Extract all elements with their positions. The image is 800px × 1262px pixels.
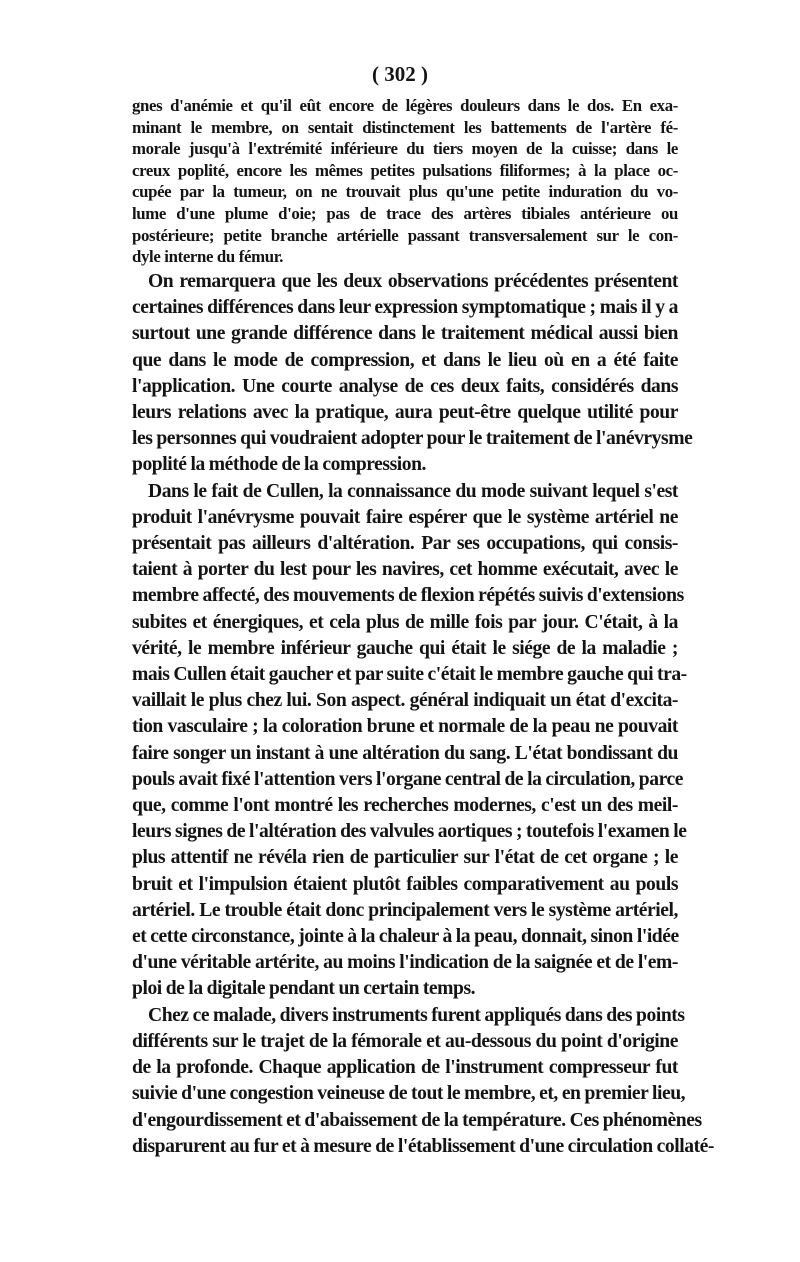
text-line: bruit et l'impulsion étaient plutôt faibles comparativement au pouls [132,873,678,895]
text-line: et cette circonstance, jointe à la chaleur à la peau, donnait, sinon l'idée [132,926,679,948]
text-line: poplité la méthode de la compression. [132,454,426,476]
text-line: présentait pas ailleurs d'altération. Par ses occupations, qui consis- [132,533,678,555]
text-line: dyle interne du fémur. [132,247,284,267]
body-text [132,269,714,1160]
paragraph-cullen [132,479,687,1003]
text-line: suivie d'une congestion veineuse de tout le membre, et, en premier lieu, [132,1083,686,1105]
text-line: postérieure; petite branche artérielle passant transversalement sur le con- [132,225,678,245]
text-line: gnes d'anémie et qu'il eût encore de légères douleurs dans le dos. En exa- [132,96,678,115]
text-line: leurs relations avec la pratique, aura peut-être quelque utilité pour [132,402,678,424]
text-line: tion vasculaire ; la coloration brune et normale de la peau ne pouvait [132,716,678,738]
text-line: produit l'anévrysme pouvait faire espérer que le système artériel ne [132,506,678,528]
text-line: ploi de la digitale pendant un certain temps. [132,978,476,1000]
text-line: cupée par la tumeur, on ne trouvait plus qu'une petite induration du vo- [132,182,678,202]
text-line: pouls avait fixé l'attention vers l'organe central de la circulation, parce [132,768,683,790]
text-line: différents sur le trajet de la fémorale et au-dessous du point d'origine [132,1030,678,1052]
text-line: d'engourdissement et d'abaissement de la température. Ces phénomènes [132,1109,702,1131]
text-line: Dans le fait de Cullen, la connaissance du mode suivant lequel s'est [148,480,678,502]
text-line: lume d'une plume d'oie; pas de trace des artères tibiales antérieure ou [132,203,678,223]
text-line: subites et énergiques, et cela plus de mille fois par jour. C'était, à la [132,611,678,633]
text-line: vérité, le membre inférieur gauche qui était le siége de la maladie ; [132,637,678,659]
text-line: artériel. Le trouble était donc principalement vers le système artériel, [132,899,678,921]
paragraph-instruments [132,1003,714,1160]
text-line: creux poplité, encore les mêmes petites pulsations filiformes; à la place oc- [132,160,678,180]
text-line: que, comme l'ont montré les recherches modernes, c'est un des meil- [132,795,678,817]
text-line: On remarquera que les deux observations précédentes présentent [148,271,678,292]
text-line: mais Cullen était gaucher et par suite c'était le membre gauche qui tra- [132,664,687,686]
text-line: disparurent au fur et à mesure de l'établissement d'une circulation collaté- [132,1135,714,1157]
text-line: surtout une grande différence dans le traitement médical aussi bien [132,323,678,345]
paragraph-observations [132,269,693,479]
page-number: ( 302 ) [372,62,428,86]
text-line: morale jusqu'à l'extrémité inférieure du tiers moyen de la cuisse; dans le [132,139,678,159]
text-line: plus attentif ne révéla rien de particulier sur l'état de cet organe ; le [132,847,678,869]
text-line: de la profonde. Chaque application de l'instrument compresseur fut [132,1057,678,1079]
text-line: minant le membre, on sentait distinctement les battements de l'artère fé- [132,117,678,137]
continuation-paragraph [132,95,678,268]
text-line: d'une véritable artérite, au moins l'indication de la saignée et de l'em- [132,952,678,974]
text-line: leurs signes de l'altération des valvules aortiques ; toutefois l'examen le [132,821,687,843]
text-line: les personnes qui voudraient adopter pour le traitement de l'anévrysme [132,428,693,450]
text-line: taient à porter du lest pour les navires, cet homme exécutait, avec le [132,559,678,581]
text-line: que dans le mode de compression, et dans le lieu où en a été faite [132,349,678,371]
text-line: membre affecté, des mouvements de flexion répétés suivis d'extensions [132,585,684,607]
text-line: Chez ce malade, divers instruments furent appliqués dans des points [148,1004,685,1026]
text-line: vaillait le plus chez lui. Son aspect. général indiquait un état d'excita- [132,690,678,712]
text-line: faire songer un instant à une altération du sang. L'état bondissant du [132,742,678,764]
text-line: certaines différences dans leur expression symptomatique ; mais il y a [132,297,678,319]
text-line: l'application. Une courte analyse de ces deux faits, considérés dans [132,375,678,397]
